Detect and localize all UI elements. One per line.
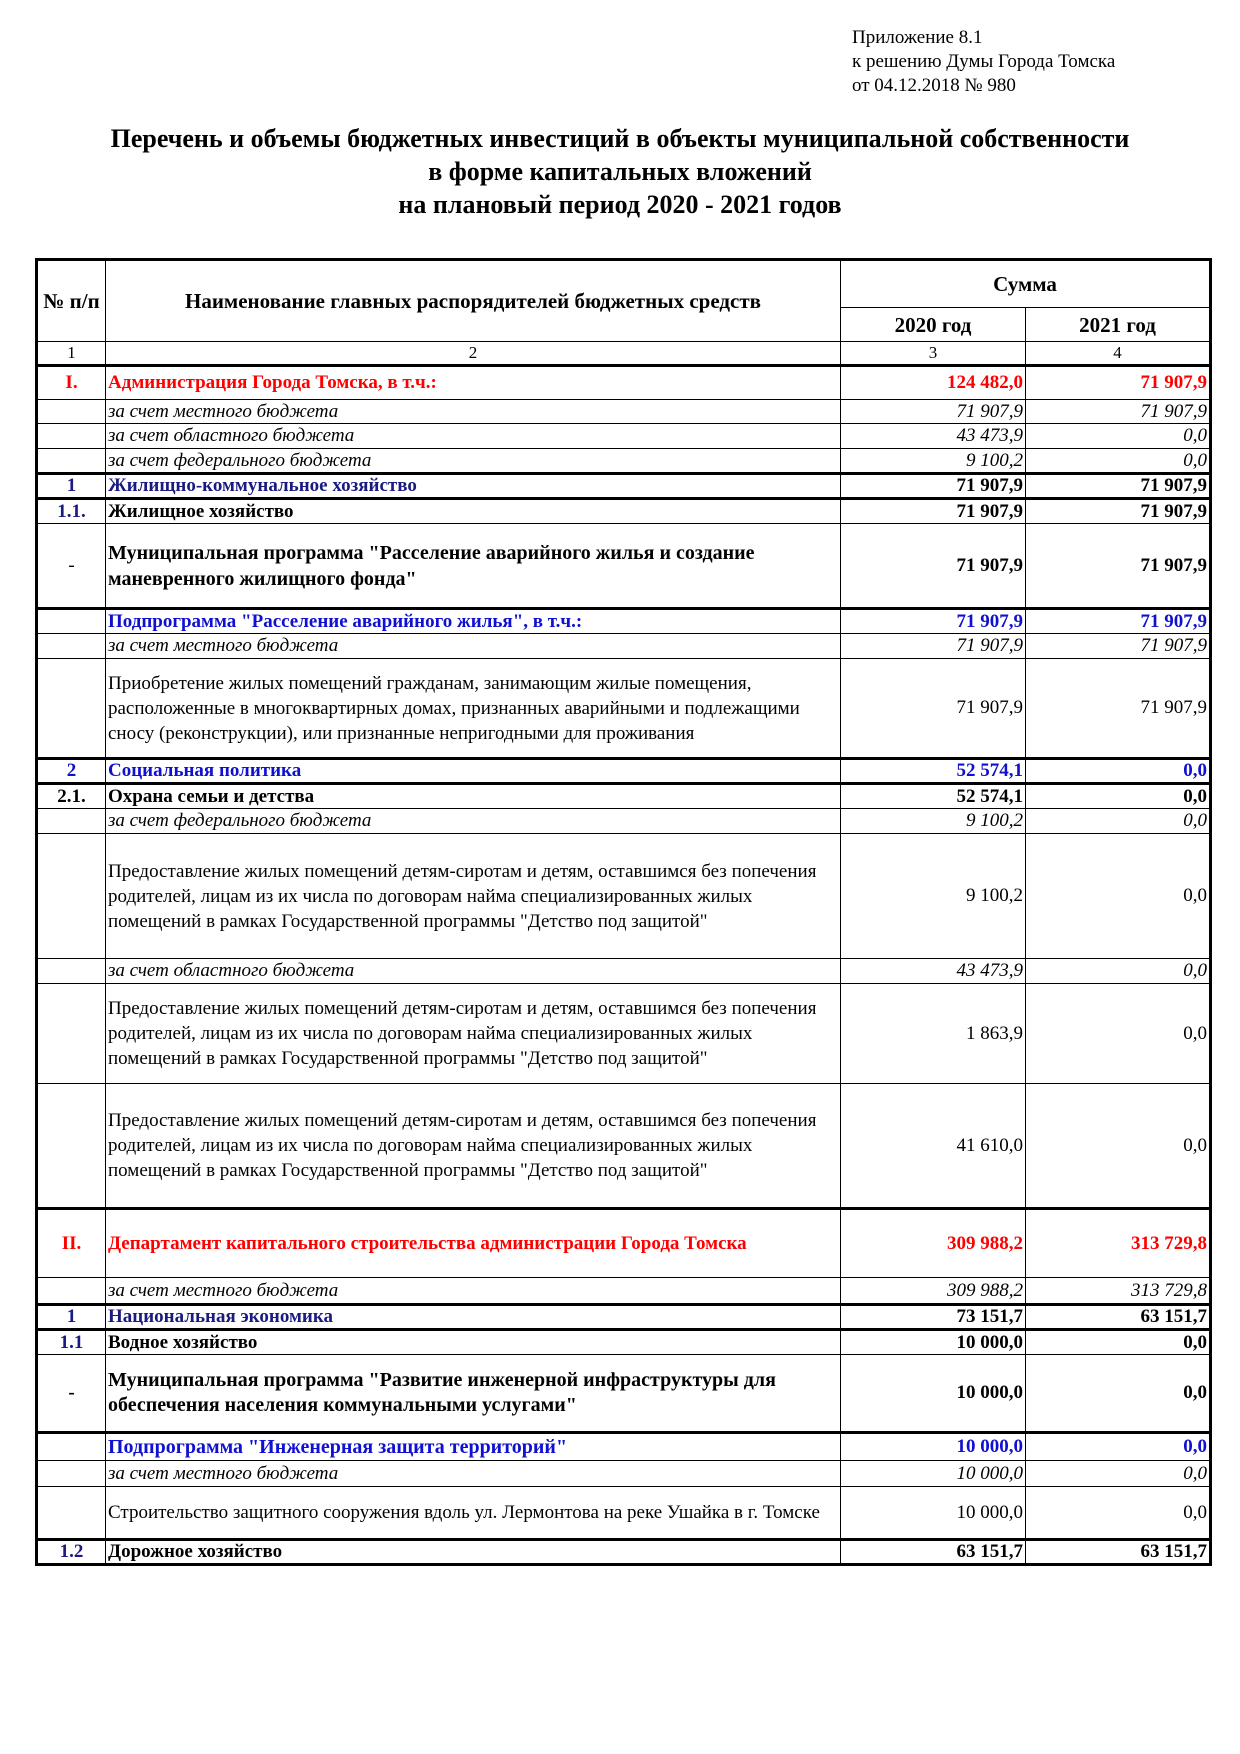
row-num: 1 (37, 474, 106, 499)
row-name: за счет местного бюджета (106, 1461, 841, 1487)
row-num (37, 1461, 106, 1487)
row-2020: 10 000,0 (841, 1433, 1026, 1461)
row-num: 2.1. (37, 784, 106, 809)
row-2020: 43 473,9 (841, 959, 1026, 984)
row-name: Предоставление жилых помещений детям-сиротам и детям, оставшимся без попечения родителей, лицам из их числа по договорам найма специализированных жилых помещений в рамках Государственной программы "Детство под защитой" (106, 984, 841, 1084)
row-num: - (37, 1355, 106, 1433)
row-2020: 43 473,9 (841, 424, 1026, 449)
table-row (37, 659, 1211, 759)
row-name: Жилищно-коммунальное хозяйство (106, 474, 841, 499)
row-2020: 10 000,0 (841, 1461, 1026, 1487)
header-2020: 2020 год (841, 308, 1026, 342)
row-2021: 0,0 (1026, 959, 1211, 984)
row-2020: 1 863,9 (841, 984, 1026, 1084)
row-name: Подпрограмма "Расселение аварийного жилья", в т.ч.: (106, 609, 841, 634)
table-row (37, 449, 1211, 474)
row-name: Департамент капитального строительства администрации Города Томска (106, 1209, 841, 1278)
table-row (37, 959, 1211, 984)
row-2020: 9 100,2 (841, 449, 1026, 474)
row-num (37, 834, 106, 959)
row-num (37, 1084, 106, 1209)
table-row (37, 400, 1211, 424)
row-num (37, 809, 106, 834)
table-row (37, 984, 1211, 1084)
row-2021: 0,0 (1026, 809, 1211, 834)
header-sum: Сумма (841, 260, 1211, 308)
row-2020: 71 907,9 (841, 659, 1026, 759)
row-name: за счет областного бюджета (106, 959, 841, 984)
document-title (20, 122, 1220, 221)
row-2021: 71 907,9 (1026, 659, 1211, 759)
row-2020: 9 100,2 (841, 809, 1026, 834)
investment-table (35, 258, 1212, 1566)
row-name: Муниципальная программа "Развитие инженерной инфраструктуры для обеспечения населения коммунальными услугами" (106, 1355, 841, 1433)
row-name: Жилищное хозяйство (106, 499, 841, 524)
row-2020: 71 907,9 (841, 474, 1026, 499)
row-num (37, 1487, 106, 1540)
row-num: 1.1. (37, 499, 106, 524)
table-row (37, 609, 1211, 634)
row-name: Национальная экономика (106, 1305, 841, 1330)
row-2020: 41 610,0 (841, 1084, 1026, 1209)
row-name: Приобретение жилых помещений гражданам, занимающим жилые помещения, расположенные в многоквартирных домах, признанных аварийными и подлежащими сносу (реконструкции), или признанные непригодными для проживания (106, 659, 841, 759)
row-2020: 52 574,1 (841, 784, 1026, 809)
row-2020: 10 000,0 (841, 1487, 1026, 1540)
table-row (37, 1330, 1211, 1355)
row-2021: 0,0 (1026, 1084, 1211, 1209)
row-2021: 0,0 (1026, 449, 1211, 474)
table-row (37, 1487, 1211, 1540)
row-name: за счет областного бюджета (106, 424, 841, 449)
table-row (37, 759, 1211, 784)
row-2021: 63 151,7 (1026, 1305, 1211, 1330)
row-num (37, 634, 106, 659)
row-name: Строительство защитного сооружения вдоль ул. Лермонтова на реке Ушайка в г. Томске (106, 1487, 841, 1540)
row-name: за счет федерального бюджета (106, 449, 841, 474)
row-2021: 71 907,9 (1026, 634, 1211, 659)
row-2021: 0,0 (1026, 1330, 1211, 1355)
table-row (37, 1209, 1211, 1278)
row-2020: 10 000,0 (841, 1355, 1026, 1433)
row-name: за счет местного бюджета (106, 400, 841, 424)
title-line-2: в форме капитальных вложений (428, 157, 812, 186)
row-2020: 71 907,9 (841, 609, 1026, 634)
table-row (37, 1355, 1211, 1433)
row-2021: 0,0 (1026, 1355, 1211, 1433)
row-name: Социальная политика (106, 759, 841, 784)
row-2021: 313 729,8 (1026, 1278, 1211, 1305)
row-num (37, 400, 106, 424)
row-2021: 0,0 (1026, 424, 1211, 449)
appendix-line-2: к решению Думы Города Томска (852, 51, 1116, 72)
row-2021: 313 729,8 (1026, 1209, 1211, 1278)
row-2021: 71 907,9 (1026, 366, 1211, 400)
header-num: № п/п (37, 260, 106, 342)
row-2020: 52 574,1 (841, 759, 1026, 784)
table-row (37, 1305, 1211, 1330)
title-line-1: Перечень и объемы бюджетных инвестиций в объекты муниципальной собственности (110, 124, 1130, 153)
row-num: - (37, 524, 106, 609)
row-2021: 71 907,9 (1026, 474, 1211, 499)
row-name: Дорожное хозяйство (106, 1540, 841, 1565)
column-number-row (37, 342, 1211, 366)
row-num (37, 1433, 106, 1461)
row-2021: 0,0 (1026, 834, 1211, 959)
col-number-4: 4 (1026, 342, 1211, 366)
row-name: за счет местного бюджета (106, 1278, 841, 1305)
col-number-3: 3 (841, 342, 1026, 366)
row-2020: 71 907,9 (841, 634, 1026, 659)
row-name: Предоставление жилых помещений детям-сиротам и детям, оставшимся без попечения родителей, лицам из их числа по договорам найма специализированных жилых помещений в рамках Государственной программы "Детство под защитой" (106, 834, 841, 959)
appendix-note (852, 26, 1115, 98)
header-name: Наименование главных распорядителей бюджетных средств (106, 260, 841, 342)
row-name: за счет местного бюджета (106, 634, 841, 659)
row-2020: 309 988,2 (841, 1278, 1026, 1305)
col-number-2: 2 (106, 342, 841, 366)
row-2020: 63 151,7 (841, 1540, 1026, 1565)
table-row (37, 634, 1211, 659)
row-2021: 0,0 (1026, 759, 1211, 784)
row-num: II. (37, 1209, 106, 1278)
row-2021: 71 907,9 (1026, 524, 1211, 609)
row-2021: 0,0 (1026, 1433, 1211, 1461)
row-2021: 0,0 (1026, 1487, 1211, 1540)
col-number-1: 1 (37, 342, 106, 366)
appendix-line-3: от 04.12.2018 № 980 (852, 75, 1016, 96)
table-row (37, 784, 1211, 809)
row-num (37, 659, 106, 759)
row-name: Предоставление жилых помещений детям-сиротам и детям, оставшимся без попечения родителей, лицам из их числа по договорам найма специализированных жилых помещений в рамках Государственной программы "Детство под защитой" (106, 1084, 841, 1209)
row-num: 1 (37, 1305, 106, 1330)
row-name: Администрация Города Томска, в т.ч.: (106, 366, 841, 400)
row-2020: 71 907,9 (841, 524, 1026, 609)
row-num: 1.1 (37, 1330, 106, 1355)
table-row (37, 474, 1211, 499)
row-num: 2 (37, 759, 106, 784)
row-2021: 71 907,9 (1026, 400, 1211, 424)
table-row (37, 1084, 1211, 1209)
table-row (37, 1433, 1211, 1461)
row-2020: 71 907,9 (841, 400, 1026, 424)
row-2020: 71 907,9 (841, 499, 1026, 524)
table-row (37, 424, 1211, 449)
table-row (37, 834, 1211, 959)
header-row (37, 260, 1211, 308)
row-2020: 9 100,2 (841, 834, 1026, 959)
row-num (37, 1278, 106, 1305)
title-line-3: на плановый период 2020 - 2021 годов (398, 190, 842, 219)
row-2020: 124 482,0 (841, 366, 1026, 400)
row-2021: 71 907,9 (1026, 499, 1211, 524)
row-name: за счет федерального бюджета (106, 809, 841, 834)
row-name: Водное хозяйство (106, 1330, 841, 1355)
row-num (37, 959, 106, 984)
row-2020: 73 151,7 (841, 1305, 1026, 1330)
table-row (37, 1461, 1211, 1487)
table-row (37, 809, 1211, 834)
row-name: Муниципальная программа "Расселение аварийного жилья и создание маневренного жилищного фонда" (106, 524, 841, 609)
table-row (37, 499, 1211, 524)
row-2020: 309 988,2 (841, 1209, 1026, 1278)
row-2021: 63 151,7 (1026, 1540, 1211, 1565)
table-row (37, 1540, 1211, 1565)
table-row (37, 366, 1211, 400)
row-num: I. (37, 366, 106, 400)
row-name: Подпрограмма "Инженерная защита территорий" (106, 1433, 841, 1461)
row-num (37, 424, 106, 449)
row-num (37, 449, 106, 474)
appendix-line-1: Приложение 8.1 (852, 27, 983, 48)
header-2021: 2021 год (1026, 308, 1211, 342)
row-2021: 0,0 (1026, 1461, 1211, 1487)
row-num: 1.2 (37, 1540, 106, 1565)
table-row (37, 1278, 1211, 1305)
row-2020: 10 000,0 (841, 1330, 1026, 1355)
row-name: Охрана семьи и детства (106, 784, 841, 809)
row-2021: 0,0 (1026, 984, 1211, 1084)
row-num (37, 984, 106, 1084)
row-2021: 71 907,9 (1026, 609, 1211, 634)
row-2021: 0,0 (1026, 784, 1211, 809)
row-num (37, 609, 106, 634)
table-row (37, 524, 1211, 609)
